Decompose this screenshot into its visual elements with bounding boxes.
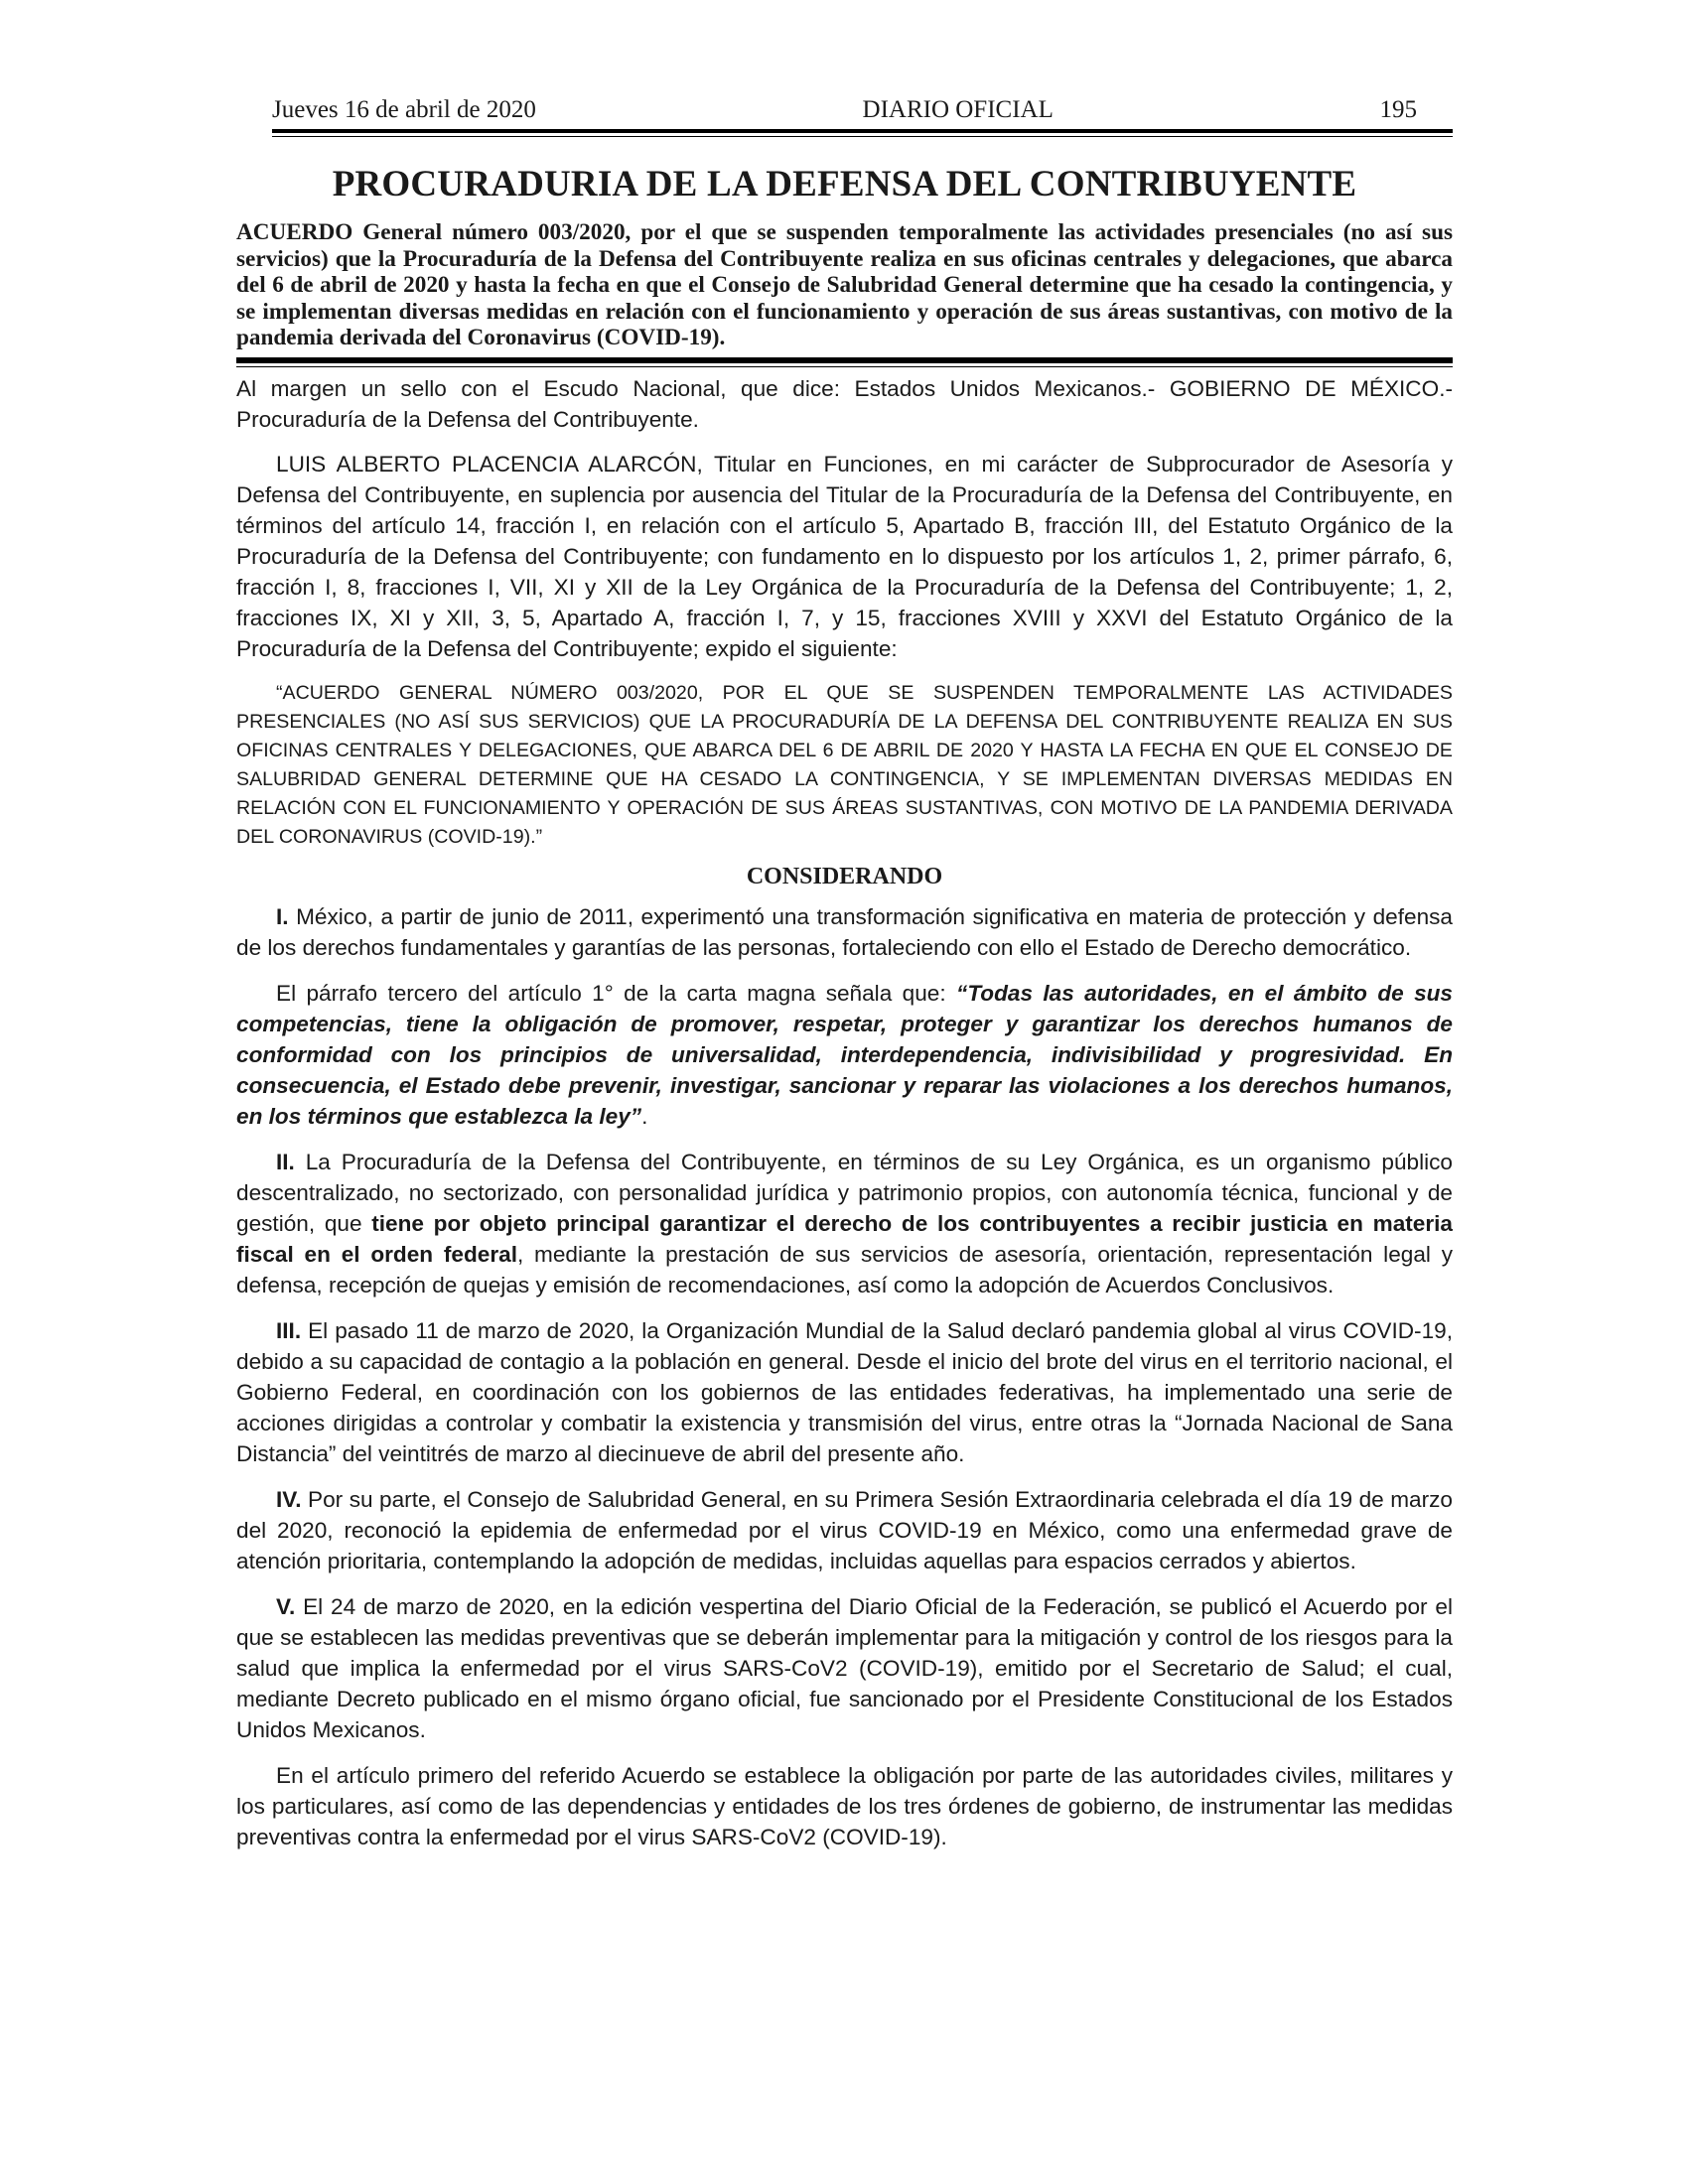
considerando-paragraph-3 bbox=[236, 1315, 1453, 1469]
paragraph-number: IV. bbox=[276, 1486, 302, 1512]
constitution-quote: “Todas las autoridades, en el ámbito de sus competencias, tiene la obligación de promover, respetar, proteger y garantizar los derechos humanos de conformidad con los principios de universalidad, interdependencia, indivisibilidad y progresividad. En consecuencia, el Estado debe prevenir, investigar, sancionar y reparar las violaciones a los derechos humanos, en los términos que establezca la ley” bbox=[236, 980, 1453, 1129]
paragraph-text: La Procuraduría de la Defensa del Contribuyente, en términos de su Ley Orgánica, es un organismo público descentralizado, no sectorizado, con personalidad jurídica y patrimonio propios, con autonomía técnica, funcional y de gestión, que bbox=[236, 1149, 1453, 1236]
article-first-paragraph: En el artículo primero del referido Acuerdo se establece la obligación por parte de las autoridades civiles, militares y los particulares, así como de las dependencias y entidades de los tres órdenes de gobierno, de instrumentar las medidas preventivas contra la enfermedad por el virus SARS-CoV2 (COVID-19). bbox=[236, 1762, 1453, 1849]
paragraph-text: El pasado 11 de marzo de 2020, la Organización Mundial de la Salud declaró pandemia global al virus COVID-19, debido a su capacidad de contagio a la población en general. Desde el inicio del brote del virus en el territorio nacional, el Gobierno Federal, en coordinación con los gobiernos de las entidades federativas, ha implementado una serie de acciones dirigidas a controlar y combatir la existencia y transmisión del virus, entre otras la “Jornada Nacional de Sana Distancia” del veintitrés de marzo al diecinueve de abril del presente año. bbox=[236, 1317, 1453, 1466]
paragraph-lead: El párrafo tercero del artículo 1° de la carta magna señala que: bbox=[276, 980, 957, 1006]
considerando-heading: CONSIDERANDO bbox=[746, 863, 943, 889]
considerando-paragraph-1 bbox=[236, 901, 1453, 963]
paragraph-text-continued: , mediante la prestación de sus servicios de asesoría, orientación, representación legal y defensa, recepción de quejas y emisión de recomendaciones, así como la adopción de Acuerdos Conclusivos. bbox=[236, 1241, 1453, 1297]
header-rule bbox=[272, 129, 1453, 133]
summary-rule-thin bbox=[236, 366, 1453, 367]
paragraph-number: III. bbox=[276, 1317, 302, 1343]
header-date: Jueves 16 de abril de 2020 bbox=[272, 96, 536, 123]
paragraph-text: México, a partir de junio de 2011, experimentó una transformación significativa en materia de protección y defensa de los derechos fundamentales y garantías de las personas, fortaleciendo con ello el Estado de Derecho democrático. bbox=[236, 903, 1453, 960]
paragraph-emphasis: tiene por objeto principal garantizar el derecho de los contribuyentes a recibir justicia en materia fiscal en el orden federal bbox=[236, 1210, 1453, 1267]
paragraph-number: I. bbox=[276, 903, 289, 929]
agreement-title-caps: “ACUERDO GENERAL NÚMERO 003/2020, POR EL QUE SE SUSPENDEN TEMPORALMENTE LAS ACTIVIDADES PRESENCIALES (NO ASÍ SUS SERVICIOS) QUE LA PROCURADURÍA DE LA DEFENSA DEL CONTRIBUYENTE REALIZA EN SUS OFICINAS CENTRALES Y DELEGACIONES, QUE ABARCA DEL 6 DE ABRIL DE 2020 Y HASTA LA FECHA EN QUE EL CONSEJO DE SALUBRIDAD GENERAL DETERMINE QUE HA CESADO LA CONTINGENCIA, Y SE IMPLEMENTAN DIVERSAS MEDIDAS EN RELACIÓN CON EL FUNCIONAMIENTO Y OPERACIÓN DE SUS ÁREAS SUSTANTIVAS, CON MOTIVO DE LA PANDEMIA DERIVADA DEL CORONAVIRUS (COVID-19).” bbox=[236, 681, 1453, 848]
considerando-paragraph-4 bbox=[236, 1484, 1453, 1576]
header-publication: DIARIO OFICIAL bbox=[862, 96, 1054, 123]
section-title: PROCURADURIA DE LA DEFENSA DEL CONTRIBUYENTE bbox=[332, 164, 1357, 205]
paragraph-number: V. bbox=[276, 1593, 296, 1619]
agreement-summary: ACUERDO General número 003/2020, por el que se suspenden temporalmente las actividades presenciales (no así sus servicios) que la Procuraduría de la Defensa del Contribuyente realiza en sus oficinas centrales y delegaciones, que abarca del 6 de abril de 2020 y hasta la fecha en que el Consejo de Salubridad General determine que ha cesado la contingencia, y se implementan diversas medidas en relación con el funcionamiento y operación de sus áreas sustantivas, con motivo de la pandemia derivada del Coronavirus (COVID-19). bbox=[236, 219, 1453, 350]
seal-note: Al margen un sello con el Escudo Nacional, que dice: Estados Unidos Mexicanos.- GOBIERNO DE MÉXICO.- Procuraduría de la Defensa del Contribuyente. bbox=[236, 375, 1453, 432]
header-page-number: 195 bbox=[1379, 96, 1417, 123]
header-rule-thin bbox=[272, 136, 1453, 137]
considerando-paragraph-2 bbox=[236, 1147, 1453, 1300]
preamble-paragraph: LUIS ALBERTO PLACENCIA ALARCÓN, Titular en Funciones, en mi carácter de Subprocurador de Asesoría y Defensa del Contribuyente, en suplencia por ausencia del Titular de la Procuraduría de la Defensa del Contribuyente, en términos del artículo 14, fracción I, en relación con el artículo 5, Apartado B, fracción III, del Estatuto Orgánico de la Procuraduría de la Defensa del Contribuyente; con fundamento en lo dispuesto por los artículos 1, 2, primer párrafo, 6, fracción I, 8, fracciones I, VII, XI y XII de la Ley Orgánica de la Procuraduría de la Defensa del Contribuyente; 1, 2, fracciones IX, XI y XII, 3, 5, Apartado A, fracción I, 7, y 15, fracciones XVIII y XXVI del Estatuto Orgánico de la Procuraduría de la Defensa del Contribuyente; expido el siguiente: bbox=[236, 451, 1453, 661]
document-page bbox=[236, 95, 1453, 1867]
considerando-paragraph-5 bbox=[236, 1591, 1453, 1745]
document-body bbox=[236, 373, 1453, 1852]
paragraph-text: Por su parte, el Consejo de Salubridad General, en su Primera Sesión Extraordinaria celebrada el día 19 de marzo del 2020, reconoció la epidemia de enfermedad por el virus COVID-19 en México, como una enfermedad grave de atención prioritaria, contemplando la adopción de medidas, incluidas aquellas para espacios cerrados y abiertos. bbox=[236, 1486, 1453, 1573]
paragraph-tail: . bbox=[641, 1103, 648, 1129]
summary-rule bbox=[236, 357, 1453, 363]
constitution-article-paragraph bbox=[236, 978, 1453, 1132]
paragraph-text: El 24 de marzo de 2020, en la edición vespertina del Diario Oficial de la Federación, se publicó el Acuerdo por el que se establecen las medidas preventivas que se deberán implementar para la mitigación y control de los riesgos para la salud que implica la enfermedad por el virus SARS-CoV2 (COVID-19), emitido por el Secretario de Salud; el cual, mediante Decreto publicado en el mismo órgano oficial, fue sancionado por el Presidente Constitucional de los Estados Unidos Mexicanos. bbox=[236, 1593, 1453, 1742]
running-header bbox=[236, 95, 1453, 125]
paragraph-number: II. bbox=[276, 1149, 295, 1174]
